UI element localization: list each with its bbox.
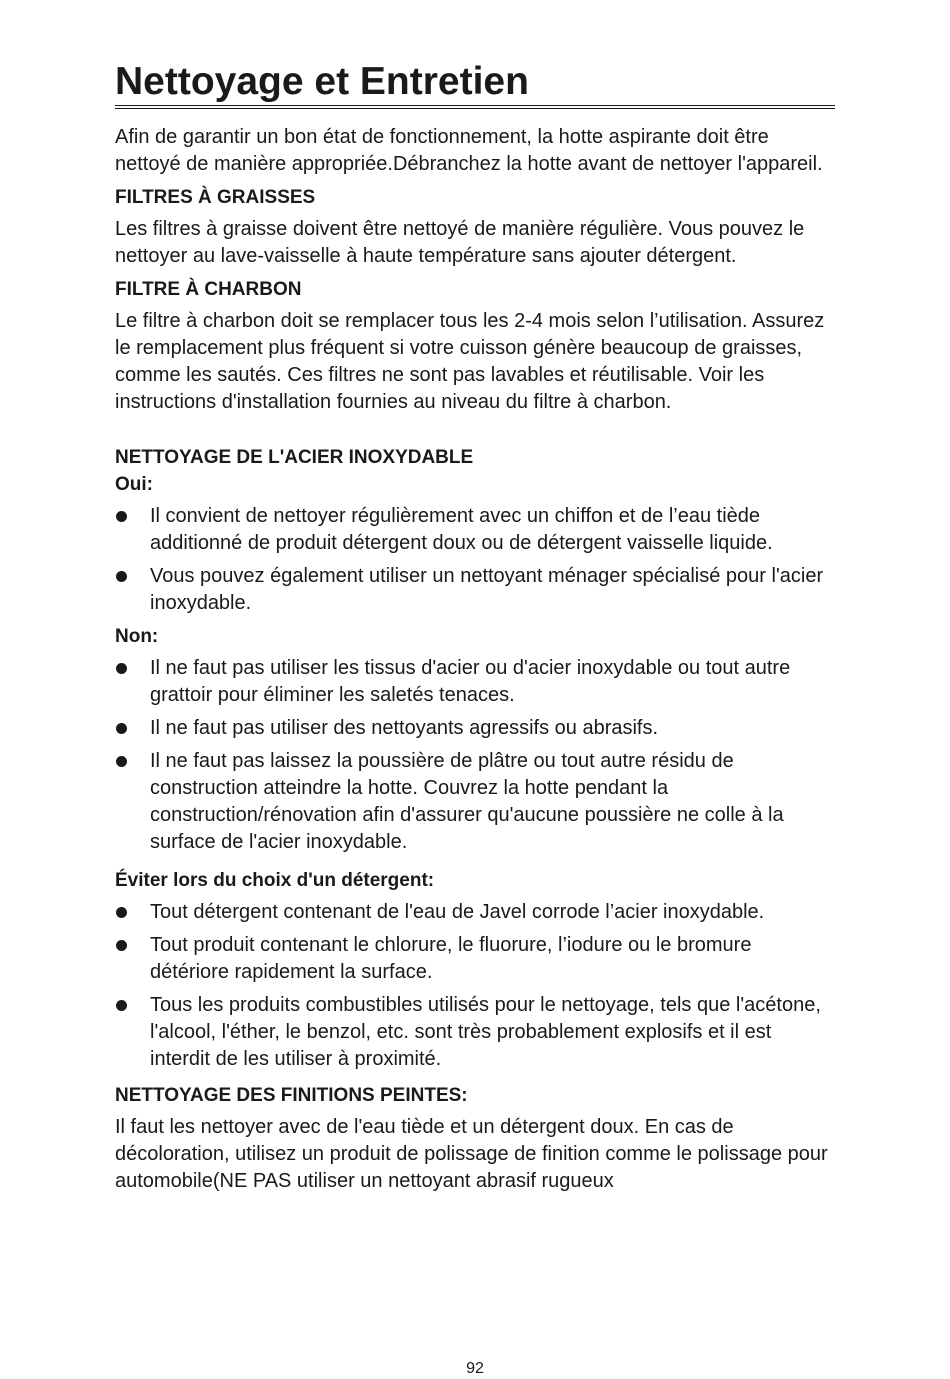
bullet-icon (116, 663, 127, 674)
list-item: Vous pouvez également utiliser un nettoyant ménager spécialisé pour l'acier inoxydable. (115, 563, 835, 617)
bullet-icon (116, 940, 127, 951)
bullet-icon (116, 907, 127, 918)
list-item: Tout détergent contenant de l'eau de Javel corrode l’acier inoxydable. (115, 899, 835, 926)
charcoal-filter-heading: FILTRE À CHARBON (115, 279, 302, 300)
page-number: 92 (466, 1360, 484, 1377)
bullet-icon (116, 756, 127, 767)
no-label: Non: (115, 626, 159, 647)
list-item: Il ne faut pas laissez la poussière de plâtre ou tout autre résidu de construction atteindre la hotte. Couvrez la hotte pendant la construction/rénovation afin d'assurer qu'aucune poussière ne colle à la surface de l'acier inoxydable. (115, 748, 835, 856)
list-item: Il ne faut pas utiliser les tissus d'acier ou d'acier inoxydable ou tout autre grattoir pour éliminer les saletés tenaces. (115, 655, 835, 709)
list-item: Il convient de nettoyer régulièrement avec un chiffon et de l’eau tiède additionné de produit détergent doux ou de détergent vaisselle liquide. (115, 503, 835, 557)
list-item: Tous les produits combustibles utilisés pour le nettoyage, tels que l'acétone, l'alcool, l'éther, le benzol, etc. sont très probablement explosifs et il est interdit de les utiliser à proximité. (115, 992, 835, 1073)
avoid-label: Éviter lors du choix d'un détergent: (115, 870, 435, 891)
bullet-icon (116, 571, 127, 582)
bullet-icon (116, 723, 127, 734)
stainless-steel-heading: NETTOYAGE DE L'ACIER INOXYDABLE (115, 447, 474, 468)
page-content (115, 60, 835, 1195)
list-item: Il ne faut pas utiliser des nettoyants agressifs ou abrasifs. (115, 715, 835, 742)
intro-paragraph: Afin de garantir un bon état de fonctionnement, la hotte aspirante doit être nettoyé de manière appropriée.Débranchez la hotte avant de nettoyer l'appareil. (115, 126, 823, 175)
no-list (115, 655, 835, 856)
page-title: Nettoyage et Entretien (115, 60, 835, 106)
grease-filters-heading: FILTRES À GRAISSES (115, 187, 316, 208)
charcoal-filter-text: Le filtre à charbon doit se remplacer tous les 2-4 mois selon l’utilisation. Assurez le remplacement plus fréquent si votre cuisson génère beaucoup de graisses, comme les sautés. Ces filtres ne sont pas lavables et réutilisable. Voir les instructions d'installation fournies au niveau du filtre à charbon. (115, 310, 825, 413)
painted-finish-heading: NETTOYAGE DES FINITIONS PEINTES: (115, 1085, 468, 1106)
list-item: Tout produit contenant le chlorure, le fluorure, l’iodure ou le bromure détériore rapidement la surface. (115, 932, 835, 986)
bullet-icon (116, 1000, 127, 1011)
grease-filters-text: Les filtres à graisse doivent être nettoyé de manière régulière. Vous pouvez le nettoyer au lave-vaisselle à haute température sans ajouter détergent. (115, 218, 805, 267)
avoid-list (115, 899, 835, 1073)
yes-list (115, 503, 835, 617)
yes-label: Oui: (115, 474, 153, 495)
bullet-icon (116, 511, 127, 522)
painted-finish-text: Il faut les nettoyer avec de l'eau tiède et un détergent doux. En cas de décoloration, utilisez un produit de polissage de finition comme le polissage pour automobile(NE PAS utiliser un nettoyant abrasif rugueux (115, 1116, 828, 1192)
